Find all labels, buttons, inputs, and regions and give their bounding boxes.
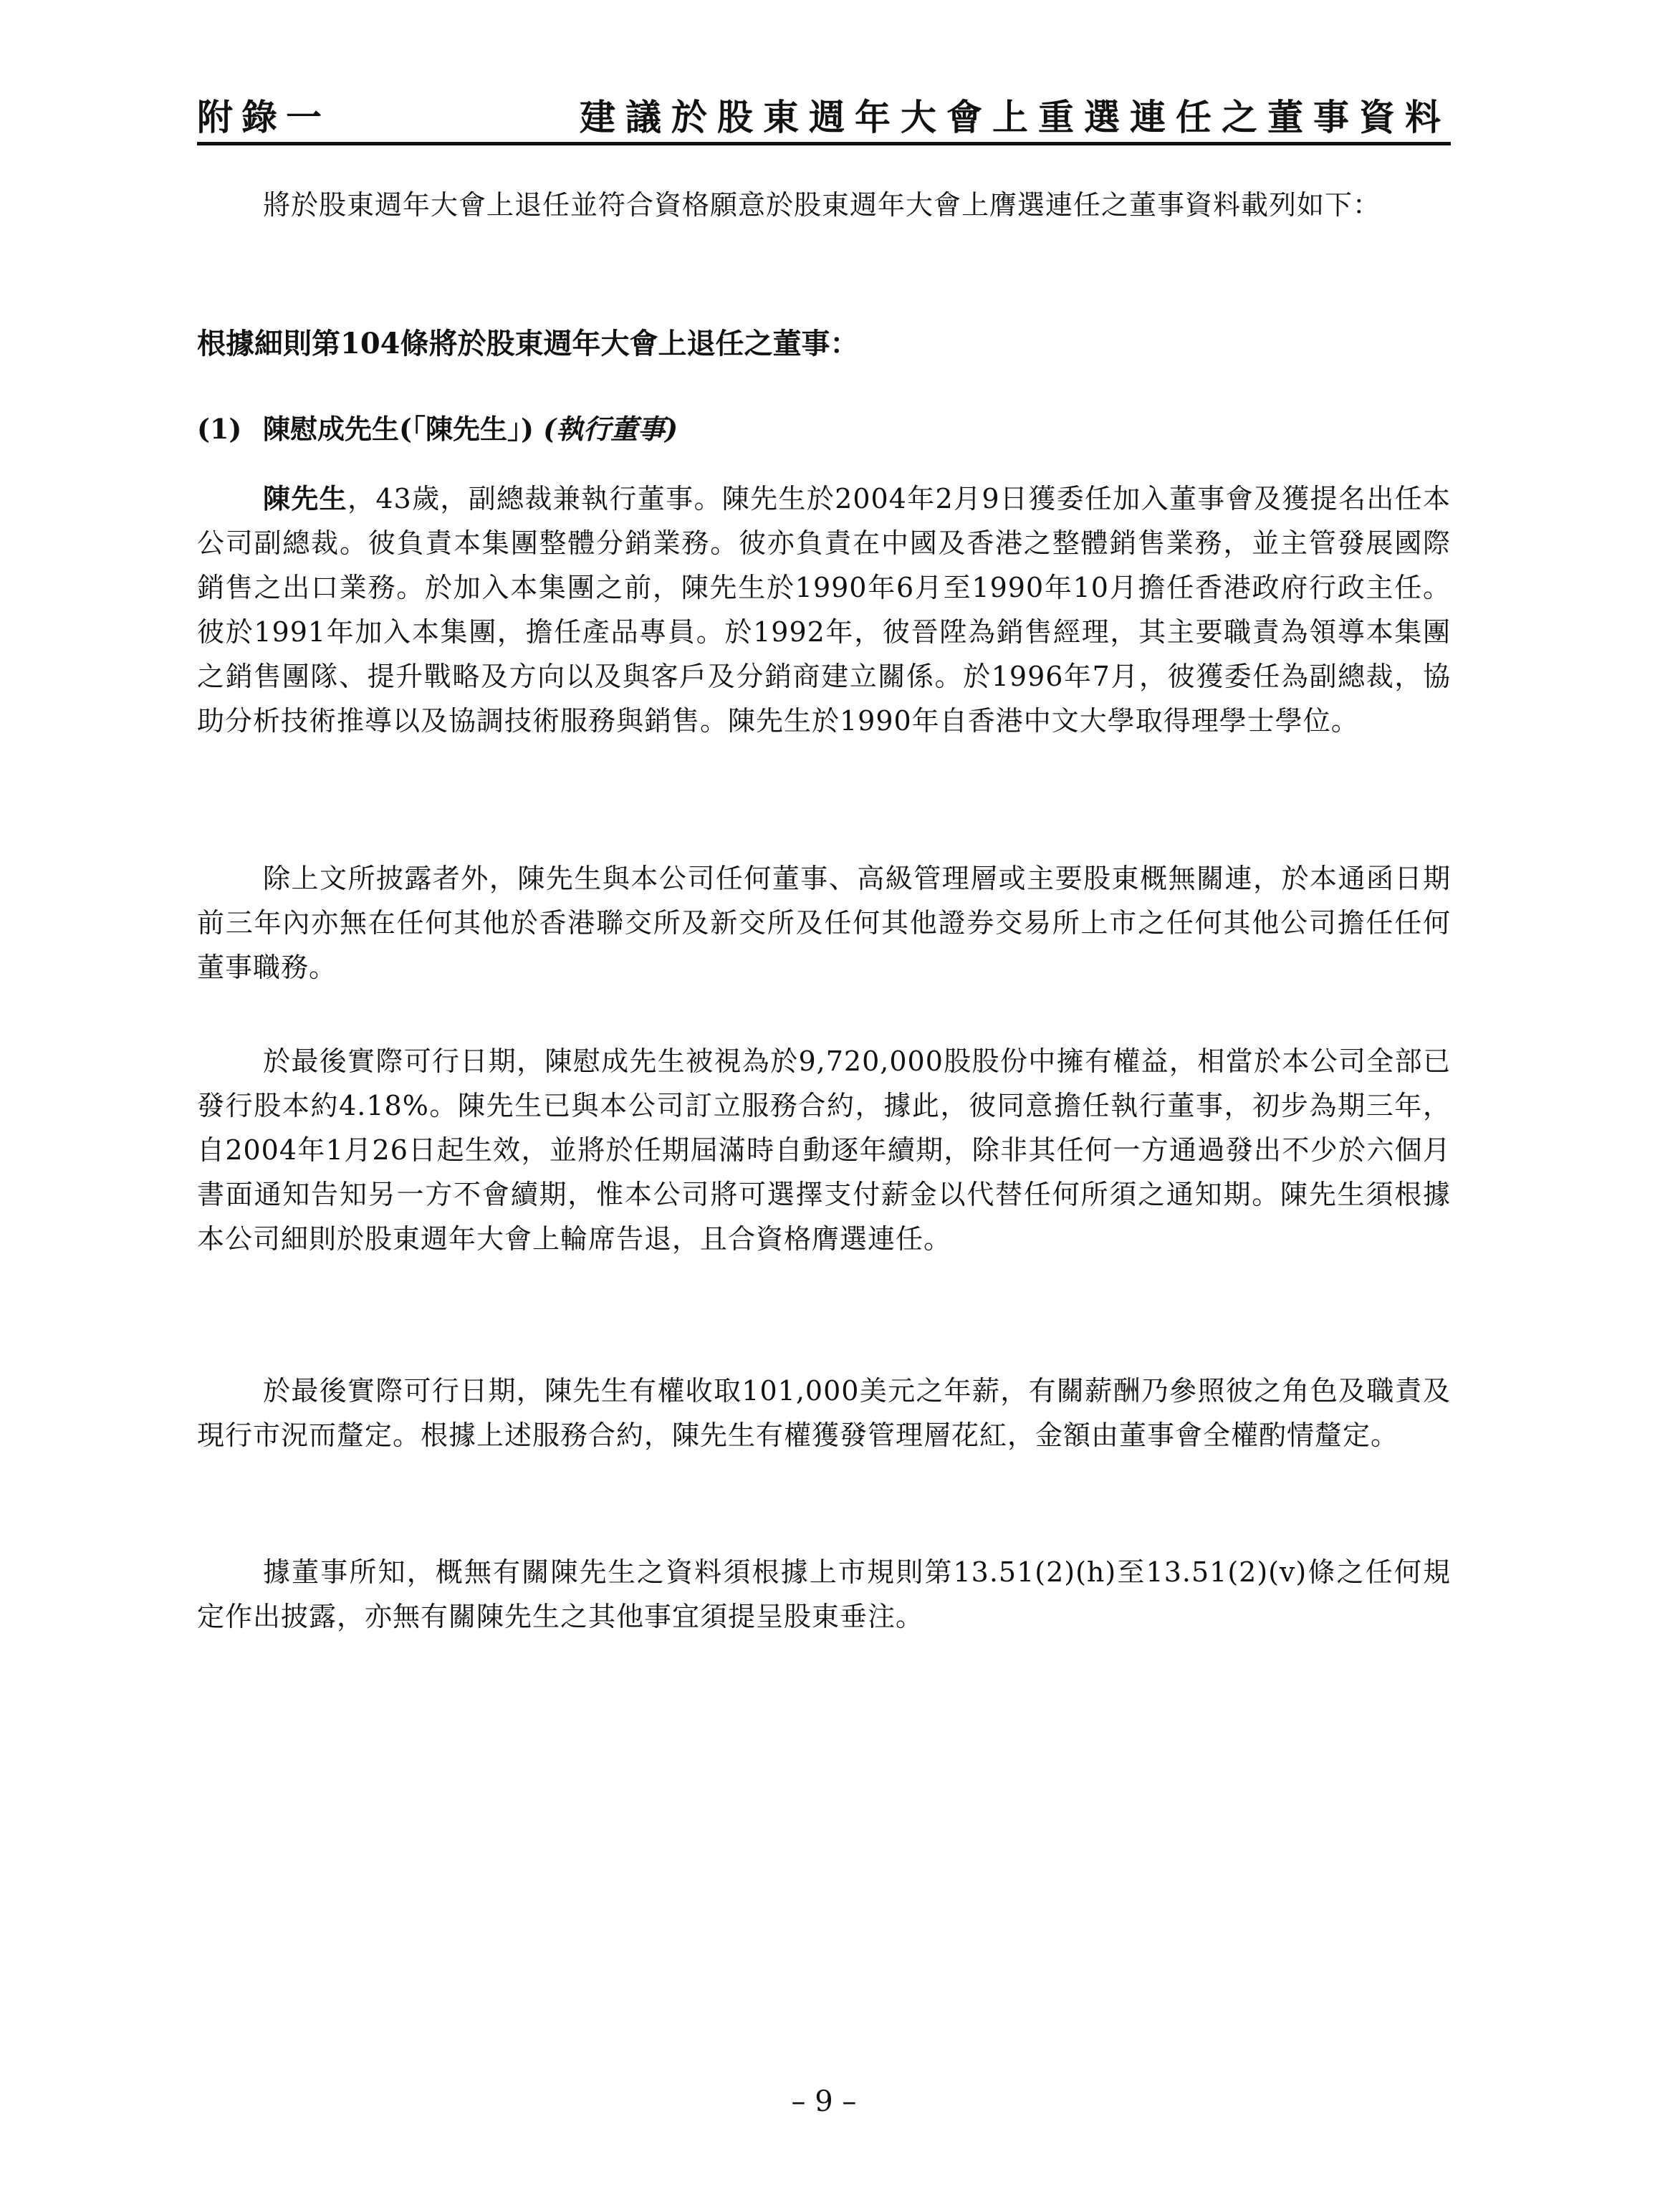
- director-role: (執行董事): [543, 413, 678, 445]
- salary-paragraph: 於最後實際可行日期，陳先生有權收取101,000美元之年薪，有關薪酬乃參照彼之角色及職責及現行市況而釐定。根據上述服務合約，陳先生有權獲發管理層花紅，金額由董事會全權酌情釐定。: [197, 1375, 1451, 1451]
- director-number: (1): [197, 413, 242, 445]
- biography-paragraph: [197, 477, 1451, 743]
- document-page: [197, 0, 1451, 2212]
- section-heading: 根據細則第104條將於股東週年大會上退任之董事：: [197, 327, 859, 360]
- biography-body: ，43歲，副總裁兼執行董事。陳先生於2004年2月9日獲委任加入董事會及獲提名出任本公司副總裁。彼負責本集團整體分銷業務。彼亦負責在中國及香港之整體銷售業務，並主管發展國際銷售之出口業務。於加入本集團之前，陳先生於1990年6月至1990年10月擔任香港政府行政主任。彼於1991年加入本集團，擔任產品專員。於1992年，彼晉陞為銷售經理，其主要職責為領導本集團之銷售團隊、提升戰略及方向以及與客戶及分銷商建立關係。於1996年7月，彼獲委任為副總裁，協助分析技術推導以及協調技術服務與銷售。陳先生於1990年自香港中文大學取得理學士學位。: [197, 483, 1451, 737]
- appendix-label: 附錄一: [197, 96, 330, 138]
- biography-lead: 陳先生: [263, 482, 348, 514]
- page-header: [197, 85, 1451, 145]
- relationship-paragraph: 除上文所披露者外，陳先生與本公司任何董事、高級管理層或主要股東概無關連，於本通函日期前三年內亦無在任何其他於香港聯交所及新交所及任何其他證券交易所上市之任何其他公司擔任任何董事職務。: [197, 863, 1451, 983]
- intro-paragraph: 將於股東週年大會上退任並符合資格願意於股東週年大會上膺選連任之董事資料載列如下：: [263, 189, 1381, 221]
- director-name: 陳慰成先生(「陳先生」): [263, 413, 534, 445]
- director-heading: [197, 407, 1451, 446]
- header-title: 建議於股東週年大會上重選連任之董事資料: [580, 96, 1451, 138]
- disclosure-paragraph: 據董事所知，概無有關陳先生之資料須根據上市規則第13.51(2)(h)至13.51(2)(v)條之任何規定作出披露，亦無有關陳先生之其他事宜須提呈股東垂注。: [197, 1556, 1451, 1632]
- interest-paragraph: 於最後實際可行日期，陳慰成先生被視為於9,720,000股股份中擁有權益，相當於本公司全部已發行股本約4.18%。陳先生已與本公司訂立服務合約，據此，彼同意擔任執行董事，初步為期三年，自2004年1月26日起生效，並將於任期屆滿時自動逐年續期，除非其任何一方通過發出不少於六個月書面通知告知另一方不會續期，惟本公司將可選擇支付薪金以代替任何所須之通知期。陳先生須根據本公司細則於股東週年大會上輪席告退，且合資格膺選連任。: [197, 1045, 1451, 1255]
- page-number: – 9 –: [791, 2085, 857, 2118]
